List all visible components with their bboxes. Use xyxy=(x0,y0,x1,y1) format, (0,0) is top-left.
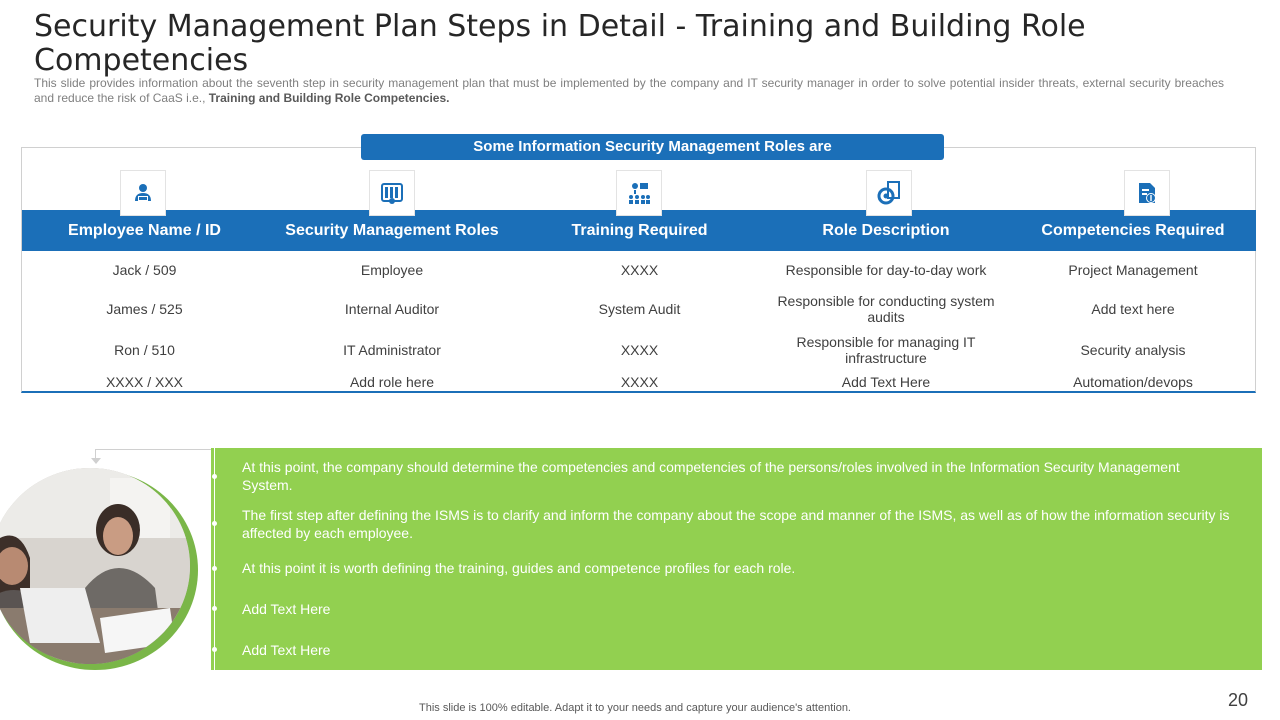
page-number: 20 xyxy=(1228,690,1249,710)
table-cell: Security analysis xyxy=(1080,342,1186,358)
slide-title: Security Management Plan Steps in Detail - Training and Building Role Competencies xyxy=(34,9,1086,78)
header-training-required: Training Required xyxy=(571,222,708,239)
table-cell: Jack / 509 xyxy=(112,262,177,278)
key-point: Add Text Here xyxy=(242,601,331,617)
bullet-dot-icon xyxy=(212,566,217,571)
bullet-dot-icon xyxy=(212,474,217,479)
header-security-roles: Security Management Roles xyxy=(285,222,499,239)
table-cell: Responsible for day-to-day work xyxy=(785,262,987,278)
bullet-dot-icon xyxy=(212,521,217,526)
table-cell: Add text here xyxy=(1091,301,1175,317)
subtitle-emphasis: Training and Building Role Competencies. xyxy=(208,91,450,105)
table-cell: XXXX xyxy=(620,262,659,278)
table-cell: Responsible for managing IT infrastructure xyxy=(796,334,976,366)
table-banner: Some Information Security Management Roles are xyxy=(361,134,944,160)
key-point: Add Text Here xyxy=(242,642,331,658)
header-competencies-required: Competencies Required xyxy=(1041,222,1225,239)
key-point: The first step after defining the ISMS is to clarify and inform the company about the scope and manner of the ISMS, as well as of how the information security is affected by each employee. xyxy=(242,507,1230,541)
key-point: At this point it is worth defining the training, guides and competence profiles for each role. xyxy=(242,560,796,576)
table-cell: XXXX / XXX xyxy=(105,374,184,390)
table-cell: XXXX xyxy=(620,342,659,358)
connector-line xyxy=(95,449,213,450)
table-cell: System Audit xyxy=(598,301,681,317)
table-cell: Add role here xyxy=(349,374,435,390)
bullet-dot-icon xyxy=(212,647,217,652)
slide-subtitle xyxy=(34,76,1224,106)
bullet-dot-icon xyxy=(212,606,217,611)
table-cell: Responsible for conducting system audits xyxy=(777,293,995,325)
footer-note: This slide is 100% editable. Adapt it to your needs and capture your audience's attention. xyxy=(419,702,851,714)
subtitle-text: This slide provides information about the seventh step in security management plan that must be implemented by the company and IT security manager in order to solve potential insider threats, external security breaches and reduce the risk of CaaS i.e., xyxy=(34,76,1224,105)
table-cell: Automation/devops xyxy=(1073,374,1193,390)
table-cell: XXXX xyxy=(620,374,659,390)
connector-arrow-icon xyxy=(91,458,101,464)
table-cell: IT Administrator xyxy=(343,342,441,358)
table-cell: Project Management xyxy=(1068,262,1198,278)
table-cell: Employee xyxy=(360,262,424,278)
key-point: At this point, the company should determine the competencies and competencies of the persons/roles involved in the Information Security Management System. xyxy=(242,459,1180,493)
table-cell: Add Text Here xyxy=(841,374,931,390)
timeline-line xyxy=(214,448,215,670)
table-cell: Internal Auditor xyxy=(344,301,440,317)
header-employee-name: Employee Name / ID xyxy=(68,222,221,239)
table-cell: James / 525 xyxy=(106,301,183,317)
table-cell: Ron / 510 xyxy=(114,342,175,358)
header-role-description: Role Description xyxy=(822,222,950,239)
